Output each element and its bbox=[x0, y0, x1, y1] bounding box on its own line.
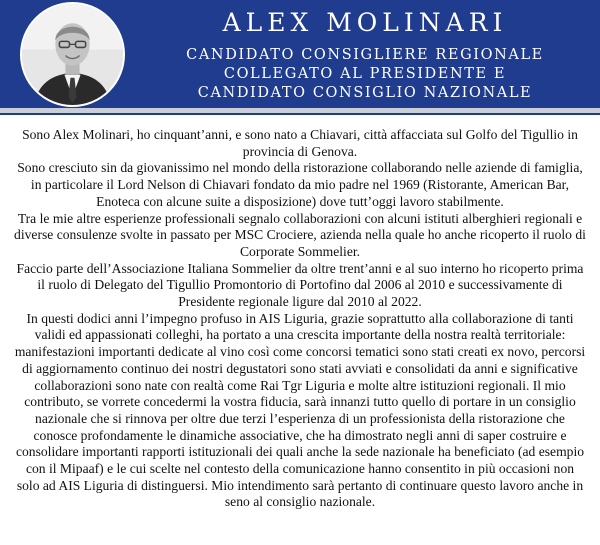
header-stripe-bottom bbox=[0, 113, 600, 115]
bio-paragraph: Sono Alex Molinari, ho cinquant’anni, e sono nato a Chiavari, città affacciata sul Golfo del Tigullio in provincia di Genova. bbox=[22, 127, 578, 159]
role-line: CANDIDATO CONSIGLIERE REGIONALE bbox=[186, 47, 544, 63]
bio-paragraph: Sono cresciuto sin da giovanissimo nel mondo della ristorazione collaborando nelle aziende di famiglia, in particolare il Lord Nelson di Chiavari fondato da mio padre nel 1969 (Ristorante, American Bar, Enoteca con alcune suite a disposizione) dove tutt’oggi lavoro stabilmente. bbox=[17, 160, 583, 209]
bio-paragraph: Tra le mie altre esperienze professionali segnalo collaborazioni con alcuni istituti alberghieri regionali e diverse consulenze svolte in passato per MSC Crociere, azienda nella quale ho anche ricoperto il ruolo di Corporate Sommelier. bbox=[14, 210, 586, 259]
bio-paragraph: Faccio parte dell’Associazione Italiana Sommelier da oltre trent’anni e al suo interno ho ricoperto prima il ruolo di Delegato del Tigullio Promontorio di Portofino dal 2006 al 2010 e successivamente di Presidente regionale ligure dal 2010 al 2022. bbox=[16, 260, 584, 310]
candidate-roles bbox=[140, 46, 590, 103]
bio-paragraph: In questi dodici anni l’impegno profuso in AIS Liguria, grazie soprattutto alla collaborazione di tanti validi ed appassionati colleghi, ha portato a una crescita importante della nostra realtà territoriale: manifestazioni importanti dedicate al vino così come concorsi tematici sono stati creati ex novo, percorsi di aggiornamento continuo dei nostri degustatori sono stati avviati e consolidati da anni e significative collaborazioni sono nate con realtà come Rai Tgr Liguria e molte altre istituzioni regionali. Il mio contributo, se vorrete concedermi la vostra fiducia, sarà innanzi tutto quello di portare in un consiglio nazionale che si rinnova per oltre due terzi l’esperienza di un professionista della ristorazione che conosce profondamente le dinamiche associative, che ha dimostrato negli anni di saper costruire e consolidare importanti rapporti istituzionali dei quali anche la sede nazionale ha beneficiato (ad esempio con il Mipaaf) e le cui scelte nel contesto della comunicazione hanno consentito in più occasioni non solo ad AIS Liguria di distinguersi. Mio intendimento sarà pertanto di continuare questo lavoro anche in seno al consiglio nazionale. bbox=[14, 310, 586, 510]
portrait-photo-icon bbox=[22, 4, 123, 105]
role-line: CANDIDATO CONSIGLIO NAZIONALE bbox=[197, 85, 533, 101]
biography-text bbox=[14, 127, 586, 511]
candidate-name: ALEX MOLINARI bbox=[222, 8, 508, 37]
avatar bbox=[20, 2, 125, 107]
role-line: COLLEGATO AL PRESIDENTE E bbox=[223, 66, 507, 82]
